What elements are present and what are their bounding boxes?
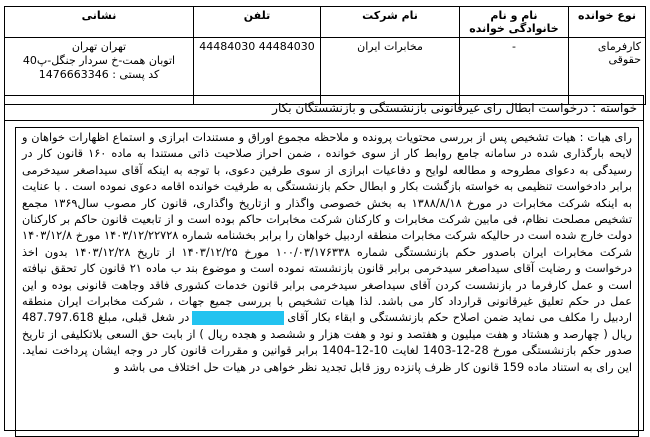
address-postal-code: کد پستی : 1476663346 [38, 68, 160, 81]
defendant-table [4, 6, 646, 105]
redacted-name-block [192, 311, 284, 325]
table-header-row [5, 7, 646, 38]
request-section [4, 95, 644, 431]
verdict-text [15, 127, 639, 437]
phone-cell: 44484030 44484030 [194, 38, 321, 105]
defendant-type-cell: کارفرمای حقوقی [569, 38, 646, 105]
verdict-text-part1: رای هیات : هیات تشخیص پس از بررسی محتویات پرونده و ملاحظه مجموع اوراق و مستندات ابرازی و استماع اظهارات خواهان و لایحه بارگذاری شده در سامانه جامع روابط کار از سوی خوانده ، ضمن احراز صلاحیت ذاتی مستندا به ماده ۱۶۰ قانون کار در رسیدگی به دعوای مطروحه و مطالعه لوایح و دفاعیات ابرازی از سوی طرفین دعوی، با توجه به اینکه آقای سیداصغر سیدخرمی برابر دادخواست تنظیمی به خواسته بازگشت بکار و ابطال حکم بازنشستگی به طرفیت خوانده اقامه دعوی نموده است . با عنایت به اینکه شرکت مخابرات در مورخ ۱۳۸۸/۸/۱۸ به بخش خصوصی واگذار و ازتاریخ واگذاری، قانون کار مصوب سال۱۳۶۹ مجمع تشخیص مصلحت نظام، فی مابین شرکت مخابرات و کارکنان شرکت مخابرات حاکم بوده است و از تابعیت قانون حاکم بر کارکنان دولت خارج شده است در حالیکه شرکت مخابرات منطقه اردبیل خواهان را برابر بخشنامه شماره ۱۴۰۳/۱۲/۲۲۷۲۸ مورخ ۱۴۰۳/۱۲/۸ شرکت مخابرات ایران باصدور حکم بازنشستگی شماره ۱۰۰/۰۳/۱۷۶۳۳۸ مورخ ۱۴۰۳/۱۲/۲۵ از تاریخ ۱۴۰۳/۱۲/۲۸ بدون اخذ درخواست و رضایت آقای سیداصغر سیدخرمی برابر قانون بازنشسته نموده است و موضوع بند ب ماده ۲۱ قانون کار تحقق نیافته است و عمل کارفرما در بازنشست کردن آقای سیداصغر سیدخرمی برابر قانون خدمات کشوری فاقد وجاهت قانونی بوده و این عمل در حکم تعلیق غیرقانونی قرارداد کار می باشد. لذا هیات تشخیص با بررسی جمیع جهات ، شرکت مخابرات ایران منطقه اردبیل را مکلف می نماید ضمن اصلاح حکم بازنشستگی و ابقاء بکار آقای [22, 131, 633, 325]
verdict-text-part2: در شغل قبلی، مبلغ 487.797.618 ریال ( چهارصد و هشتاد و هفت میلیون و هفتصد و نود و هفت هزار و ششصد و هجده ریال ) از بابت حق السعی بلاتکلیفی از تاریخ صدور حکم بازنشستگی مورخ 28-12-1403 لغایت 10-12-1404 برابر قوانین و مقررات قانون کار در وجه ایشان پرداخت نماید. این رای به استناد ماده 159 قانون کار ظرف پانزده روز قابل تجدید نظر خواهی در هیات حل اختلاف می باشد و [22, 311, 633, 374]
header-company-name: نام شرکت [321, 7, 460, 38]
request-title: خواسته : درخواست ابطال رای غیرقانونی بازنشستگی و بازنشستگان بکار [5, 96, 643, 121]
header-defendant-name: نام و نام خانوادگی خوانده [460, 7, 569, 38]
header-phone: تلفن [194, 7, 321, 38]
header-defendant-type: نوع خوانده [569, 7, 646, 38]
defendant-name-cell: - [460, 38, 569, 105]
address-street: اتوبان همت-خ سردار جنگل-پ40 [22, 54, 176, 67]
address-city: تهران تهران [71, 40, 127, 53]
company-name-cell: مخابرات ایران [321, 38, 460, 105]
header-address: نشانی [5, 7, 194, 38]
